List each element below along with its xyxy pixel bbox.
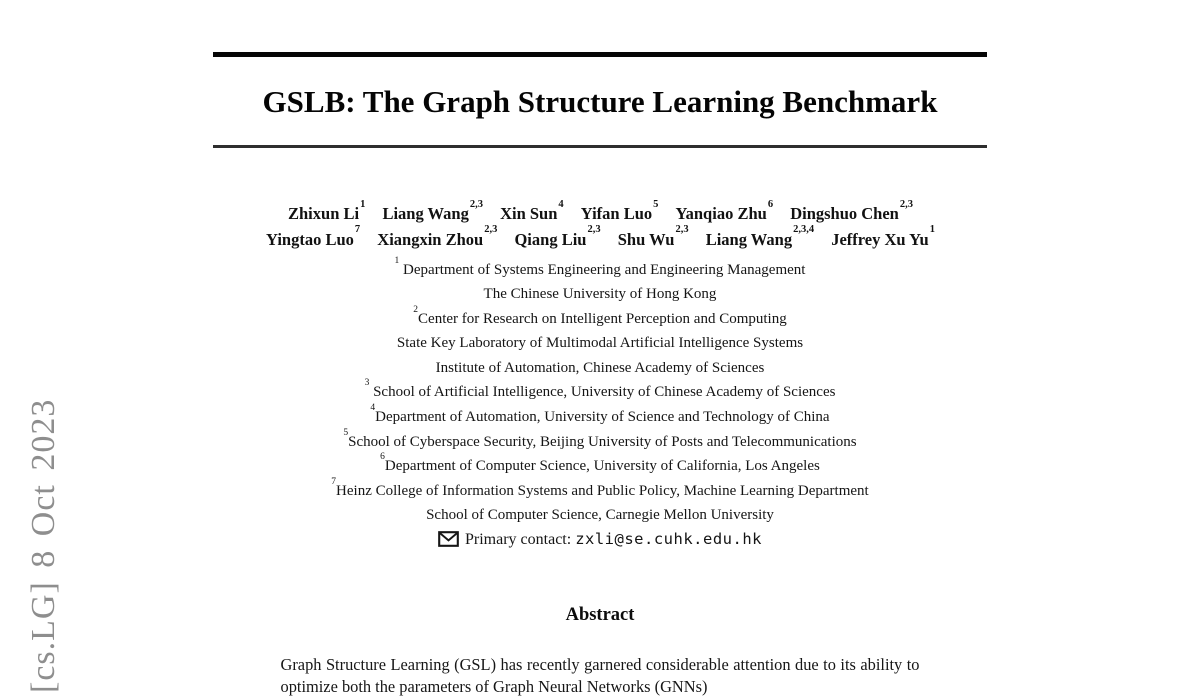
contact-email: zxli@se.cuhk.edu.hk <box>575 530 762 549</box>
affiliation-list <box>0 256 1200 527</box>
affiliation-line <box>0 305 1200 330</box>
author-name: Qiang Liu <box>514 229 587 249</box>
abstract-text: Graph Structure Learning (GSL) has recently garnered considerable attention due to its ability to optimize both the parameters of Graph Neural Networks (GNNs) <box>280 655 920 696</box>
affiliation-line <box>0 501 1200 526</box>
affiliation-text: Heinz College of Information Systems and Public Policy, Machine Learning Department <box>336 482 869 499</box>
envelope-icon <box>438 531 459 547</box>
affiliation-sup: 7 <box>331 476 337 487</box>
author-name: Xiangxin Zhou <box>377 229 484 249</box>
abstract-heading: Abstract <box>565 605 635 626</box>
paper-title: GSLB: The Graph Structure Learning Benchmark <box>262 84 938 119</box>
affiliation-line <box>0 403 1200 428</box>
author-name: Xin Sun <box>500 204 558 223</box>
affiliation-line <box>0 378 1200 403</box>
author-affiliation-sup: 5 <box>653 198 659 210</box>
author <box>377 224 498 249</box>
author <box>617 224 689 249</box>
affiliation-text: Department of Systems Engineering and Engineering Management <box>399 261 806 278</box>
affiliation-text: School of Computer Science, Carnegie Mellon University <box>426 507 774 524</box>
author-name: Dingshuo Chen <box>790 204 899 223</box>
affiliation-text: State Key Laboratory of Multimodal Artificial Intelligence Systems <box>396 335 804 352</box>
affiliation-line <box>0 354 1200 379</box>
affiliation-sup: 6 <box>380 452 385 463</box>
affiliation-sup: 4 <box>370 403 376 414</box>
affiliation-text: School of Artificial Intelligence, University of Chinese Academy of Sciences <box>369 384 836 401</box>
affiliation-text: Department of Computer Science, University of California, Los Angeles <box>384 458 820 475</box>
affiliation-sup: 5 <box>343 427 349 438</box>
affiliation-line <box>0 329 1200 354</box>
author-affiliation-sup: 2,3,4 <box>793 224 815 235</box>
affiliation-line <box>0 280 1200 305</box>
author-name: Shu Wu <box>617 229 675 249</box>
author <box>288 198 366 223</box>
affiliation-text: Center for Research on Intelligent Perception and Computing <box>418 310 787 327</box>
author-list <box>0 200 1200 251</box>
paper-page <box>0 52 1200 700</box>
author-row-1 <box>0 200 1200 226</box>
author <box>500 198 564 223</box>
affiliation-line <box>0 428 1200 453</box>
author <box>514 224 601 249</box>
affiliation-line <box>0 452 1200 477</box>
contact-label: Primary contact: <box>465 531 576 549</box>
affiliation-text: Institute of Automation, Chinese Academy of Sciences <box>435 359 765 376</box>
author-name: Jeffrey Xu Yu <box>831 229 929 249</box>
title-rule-bottom <box>213 145 987 148</box>
author-affiliation-sup: 2,3 <box>675 224 689 235</box>
author <box>580 198 659 223</box>
author-affiliation-sup: 2,3 <box>484 224 498 235</box>
author <box>675 198 774 223</box>
title-rule-top <box>213 52 987 57</box>
author-name: Yanqiao Zhu <box>675 204 767 223</box>
author-name: Liang Wang <box>705 229 793 249</box>
primary-contact-line <box>0 530 1200 549</box>
author-affiliation-sup: 2,3 <box>469 198 483 210</box>
author <box>790 198 913 223</box>
affiliation-sup: 2 <box>413 304 419 315</box>
affiliation-text: Department of Automation, University of Science and Technology of China <box>375 409 830 426</box>
author-name: Zhixun Li <box>288 204 360 223</box>
author-name: Yingtao Luo <box>266 229 354 249</box>
author-affiliation-sup: 7 <box>354 224 361 235</box>
affiliation-line <box>0 477 1200 502</box>
author-name: Yifan Luo <box>580 204 653 223</box>
author-affiliation-sup: 1 <box>929 224 935 235</box>
author-name: Liang Wang <box>382 204 469 223</box>
affiliation-text: School of Cyberspace Security, Beijing University of Posts and Telecommunications <box>348 433 857 450</box>
author <box>705 224 815 249</box>
author <box>382 198 483 223</box>
author-affiliation-sup: 4 <box>558 198 564 210</box>
arxiv-sidebar-text: [cs.LG] 8 Oct 2023 <box>25 398 62 693</box>
author-affiliation-sup: 2,3 <box>587 224 601 235</box>
author <box>831 224 935 249</box>
affiliation-text: The Chinese University of Hong Kong <box>483 286 717 303</box>
affiliation-sup: 3 <box>364 378 370 389</box>
author-row-2 <box>0 225 1200 251</box>
author-affiliation-sup: 1 <box>360 198 366 210</box>
author <box>266 224 361 249</box>
affiliation-sup: 1 <box>394 255 400 266</box>
author-affiliation-sup: 2,3 <box>899 198 913 210</box>
author-affiliation-sup: 6 <box>767 198 774 210</box>
affiliation-line <box>0 256 1200 281</box>
